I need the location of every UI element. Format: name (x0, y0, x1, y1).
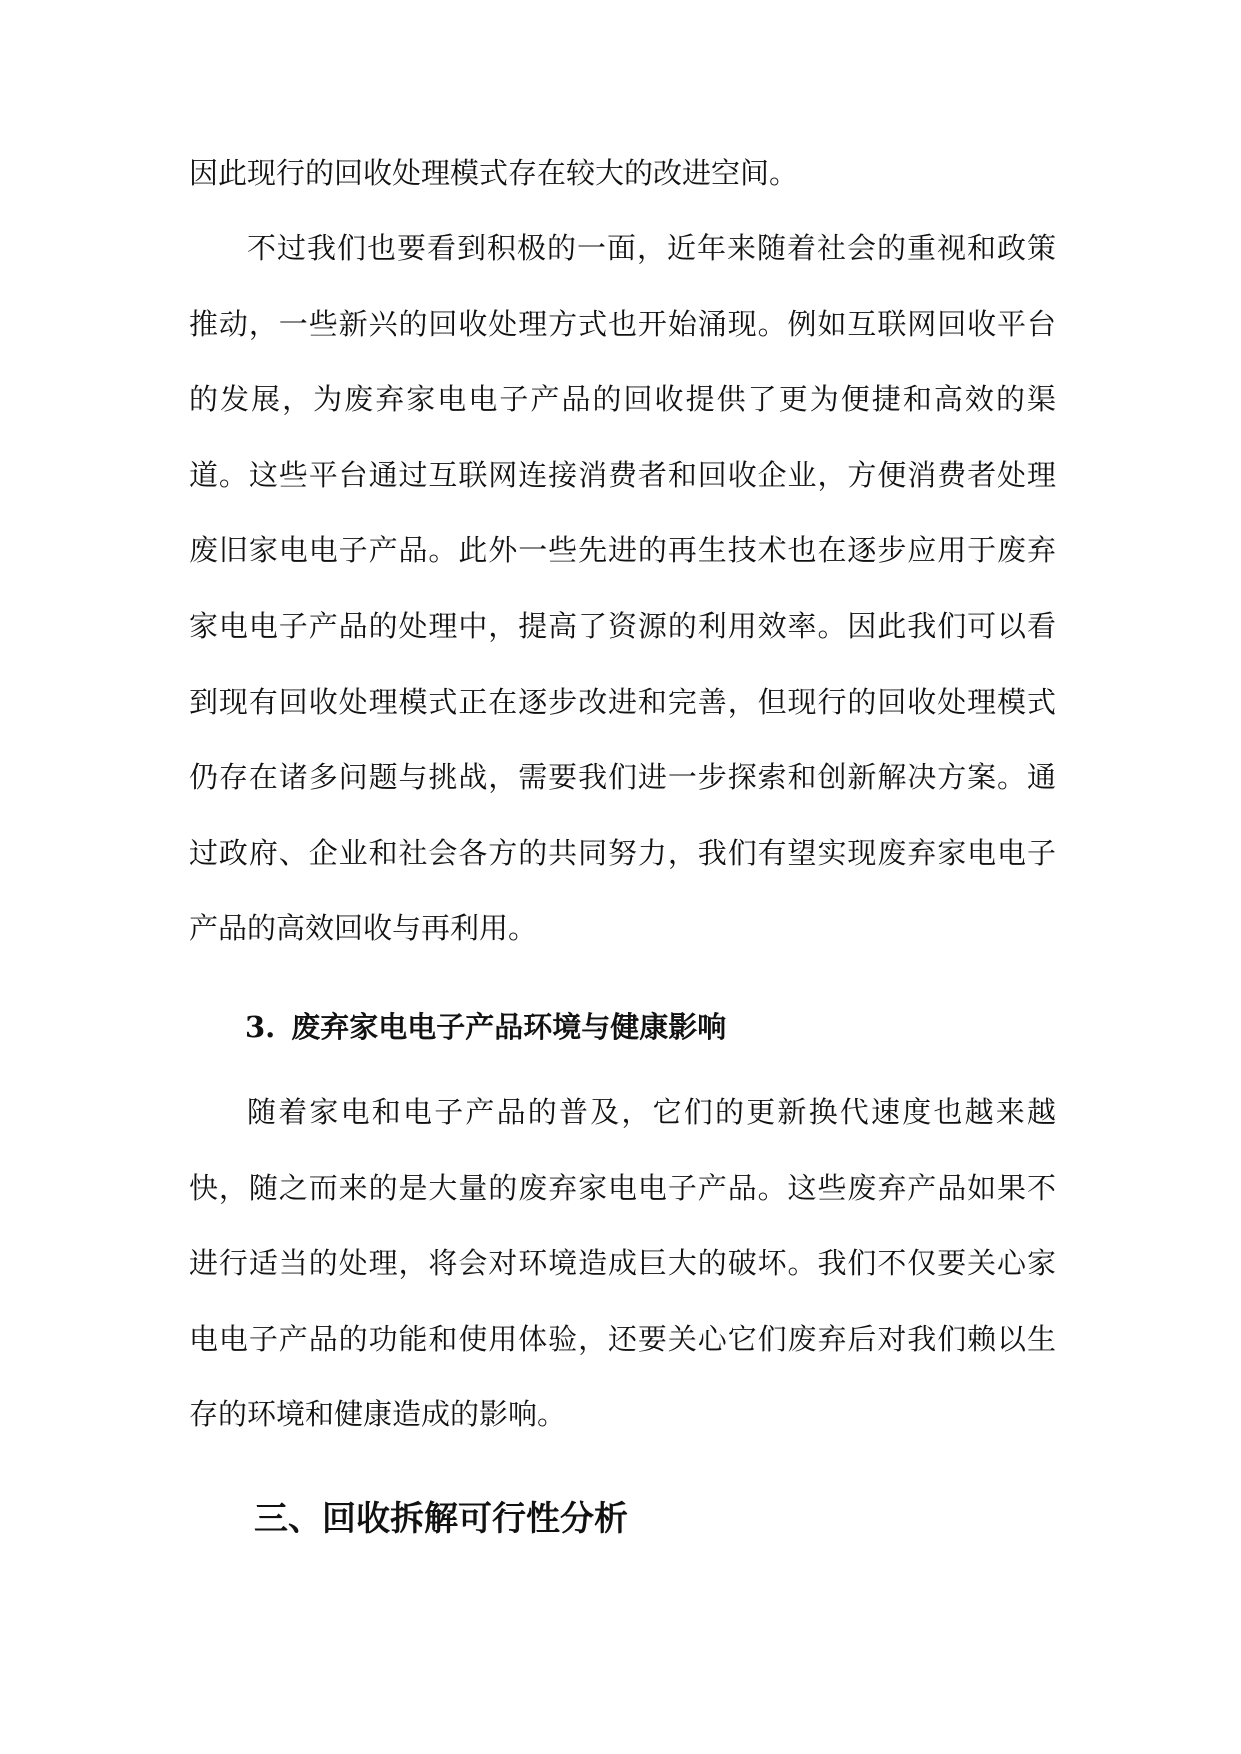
paragraph-recycling-platforms: 不过我们也要看到积极的一面，近年来随着社会的重视和政策推动，一些新兴的回收处理方式也开始涌现。例如互联网回收平台的发展，为废弃家电电子产品的回收提供了更为便捷和高效的渠道。这些平台通过互联网连接消费者和回收企业，方便消费者处理废旧家电电子产品。此外一些先进的再生技术也在逐步应用于废弃家电电子产品的处理中，提高了资源的利用效率。因此我们可以看到现有回收处理模式正在逐步改进和完善，但现行的回收处理模式仍存在诸多问题与挑战，需要我们进一步探索和创新解决方案。通过政府、企业和社会各方的共同努力，我们有望实现废弃家电电子产品的高效回收与再利用。 (189, 231, 1056, 946)
paragraph-environment-health: 随着家电和电子产品的普及，它们的更新换代速度也越来越快，随之而来的是大量的废弃家电电子产品。这些废弃产品如果不进行适当的处理，将会对环境造成巨大的破坏。我们不仅要关心家电电子产品的功能和使用体验，还要关心它们废弃后对我们赖以生存的环境和健康造成的影响。 (189, 1095, 1056, 1432)
section-heading: 三、回收拆解可行性分析 (254, 1499, 628, 1539)
subsection-title: 废弃家电电子产品环境与健康影响 (291, 1010, 727, 1044)
subsection-number: 3. (245, 1010, 276, 1044)
paragraph-continuation: 因此现行的回收处理模式存在较大的改进空间。 (189, 156, 799, 190)
subsection-heading (245, 1007, 726, 1047)
